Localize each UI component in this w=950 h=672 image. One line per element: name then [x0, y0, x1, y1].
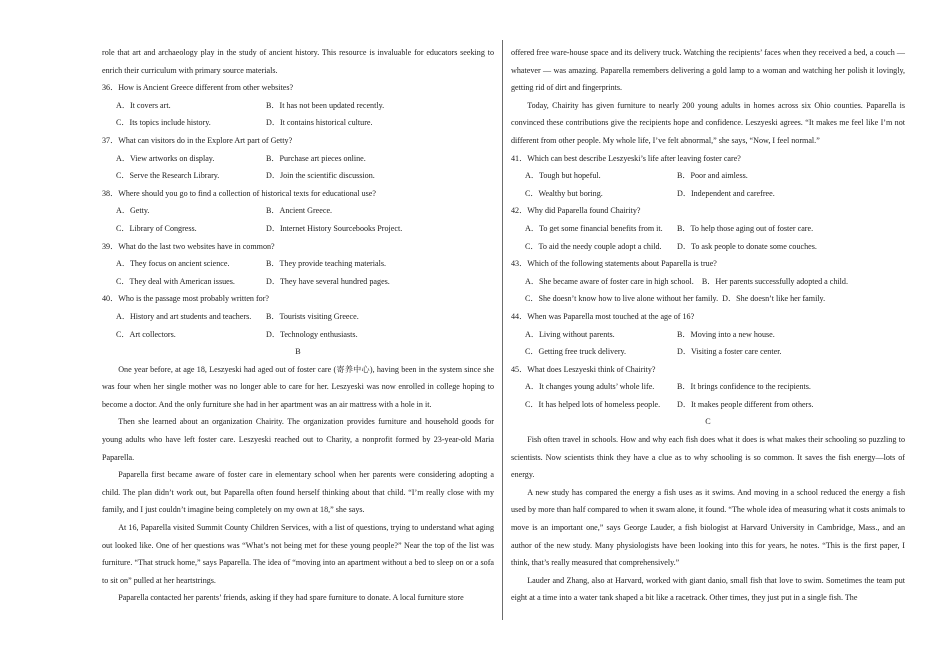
question-40-option-c: C．Art collectors. [116, 329, 176, 339]
question-44-option-c: C．Getting free truck delivery. [525, 347, 627, 357]
question-44-option-a: A．Living without parents. [525, 329, 615, 339]
question-36-option-a: A．It covers art. [116, 100, 171, 110]
question-40-option-d: D．Technology enthusiasts. [266, 329, 358, 339]
passage-b-paragraph-5: Paparella contacted her parents’ friends, asking if they had spare furniture to donate. A local furniture store [118, 593, 464, 603]
question-37-stem: 37．What can visitors do in the Explore Art part of Getty? [102, 135, 293, 145]
passage-b-paragraph-3: Paparella first became aware of foster care in elementary school when her parents were considering adopting a child. The plan didn’t work out, but Paparella often found herself thinking about that child. “I’m really close with my family, and I just couldn’t imagine being completely on my own at 18,” she says. [102, 470, 494, 515]
question-37-option-b: B．Purchase art pieces online. [266, 153, 366, 163]
question-43 [511, 255, 905, 308]
question-36 [102, 79, 494, 132]
question-44-option-b: B．Moving into a new house. [677, 329, 775, 339]
question-45-option-d: D．It makes people different from others. [677, 399, 814, 409]
question-42-option-c: C．To aid the needy couple adopt a child. [525, 241, 662, 251]
question-38 [102, 185, 494, 238]
question-39-option-c: C．They deal with American issues. [116, 276, 235, 286]
question-42-option-b: B．To help those aging out of foster care. [677, 223, 814, 233]
question-38-option-b: B．Ancient Greece. [266, 206, 333, 216]
question-42-option-a: A．To get some financial benefits from it. [525, 223, 663, 233]
question-43-option-d: D．She doesn’t like her family. [722, 294, 826, 304]
question-39-option-d: D．They have several hundred pages. [266, 276, 390, 286]
question-36-option-c: C．Its topics include history. [116, 118, 211, 128]
question-37-option-d: D．Join the scientific discussion. [266, 171, 375, 181]
right-column [511, 44, 905, 607]
question-38-stem: 38．Where should you go to find a collection of historical texts for educational use? [102, 188, 376, 198]
question-39-option-a: A．They focus on ancient science. [116, 259, 230, 269]
question-43-option-a: A．She became aware of foster care in high school. [525, 276, 694, 286]
question-41-option-d: D．Independent and carefree. [677, 188, 775, 198]
passage-c-paragraph-1: Fish often travel in schools. How and why each fish does what it does is what makes their schooling so puzzling to scientists. Now scientists think they have a clue as to why schooling is so common. It saves the fish energy—lots of energy. [511, 435, 905, 480]
question-41-option-c: C．Wealthy but boring. [525, 188, 603, 198]
question-40-option-b: B．Tourists visiting Greece. [266, 311, 359, 321]
question-45-stem: 45．What does Leszyeski think of Chairity? [511, 364, 656, 374]
section-b-heading: B [295, 347, 301, 357]
question-45-option-b: B．It brings confidence to the recipients. [677, 382, 811, 392]
question-44-stem: 44．When was Paparella most touched at the age of 16? [511, 311, 695, 321]
question-43-option-b: B．Her parents successfully adopted a child. [701, 276, 848, 286]
question-44-option-d: D．Visiting a foster care center. [677, 347, 782, 357]
column-divider [502, 40, 503, 620]
section-c-heading: C [705, 417, 711, 427]
question-45-option-c: C．It has helped lots of homeless people. [525, 399, 661, 409]
question-37 [102, 132, 494, 185]
question-38-option-a: A．Getty. [116, 206, 150, 216]
question-40-option-a: A．History and art students and teachers. [116, 311, 252, 321]
question-36-option-d: D．It contains historical culture. [266, 118, 373, 128]
question-40-stem: 40．Who is the passage most probably written for? [102, 294, 270, 304]
question-41 [511, 150, 905, 203]
question-45-option-a: A．It changes young adults’ whole life. [525, 382, 655, 392]
question-42 [511, 202, 905, 255]
question-39-option-b: B．They provide teaching materials. [266, 259, 387, 269]
question-41-stem: 41．Which can best describe Leszyeski’s life after leaving foster care? [511, 153, 741, 163]
question-41-option-a: A．Tough but hopeful. [525, 171, 601, 181]
question-40 [102, 290, 494, 343]
passage-b-paragraph-4: At 16, Paparella visited Summit County Children Services, with a list of questions, trying to understand what aging out looked like. One of her questions was “What’s not being met for these young people?” Near the top of the list was furniture. “That struck home,” says Paparella. The idea of “moving into an apartment without a bed to sleep on or a sofa to sit on” pulled at her heartstrings. [102, 523, 494, 585]
question-43-option-c: C．She doesn’t know how to live alone without her family. [525, 294, 719, 304]
passage-c-paragraph-3: Lauder and Zhang, also at Harvard, worked with giant danio, small fish that love to swim. Sometimes the team put eight at a time into a water tank shaped a bit like a racetrack. Other times, they just put in a single fish. The [511, 575, 905, 603]
passage-b-paragraph-5-continued: offered free ware-house space and its delivery truck. Watching the recipients’ faces when they received a bed, a couch — whatever — was amazing. Paparella remembers delivering a gold lamp to a woman and watching her polish it lovingly, getting rid of dirt and fingerprints. [511, 48, 905, 93]
question-43-stem: 43．Which of the following statements about Paparella is true? [511, 259, 717, 269]
question-38-option-d: D．Internet History Sourcebooks Project. [266, 223, 403, 233]
question-42-stem: 42．Why did Paparella found Chairity? [511, 206, 641, 216]
question-38-option-c: C．Library of Congress. [116, 223, 197, 233]
passage-c-paragraph-2: A new study has compared the energy a fish uses as it swims. And moving in a school reduced the energy a fish used by more than half compared to when it swam alone, it found. “The whole idea of measuring what it costs animals to move is an important one,” says George Lauder, a fish biologist at Harvard University in Cambridge, Mass., and an author of the new study. Many physiologists have been looking into this for years, he notes. “This is the first paper, I think, that’s really measured that comprehensively.” [511, 487, 905, 568]
passage-a-ending: role that art and archaeology play in the study of ancient history. This resource is invaluable for educators seeking to enrich their curriculum with primary source materials. [102, 48, 494, 75]
question-36-stem: 36．How is Ancient Greece different from other websites? [102, 83, 294, 93]
question-36-option-b: B．It has not been updated recently. [266, 100, 385, 110]
question-42-option-d: D．To ask people to donate some couches. [677, 241, 817, 251]
question-39 [102, 238, 494, 291]
passage-b-paragraph-2: Then she learned about an organization Chairity. The organization provides furniture and household goods for young adults who have left foster care. Leszyeski reached out to Charity, a nonprofit formed by 23-year-old Maria Paparella. [102, 417, 494, 462]
question-37-option-a: A．View artworks on display. [116, 153, 215, 163]
passage-b-paragraph-1: One year before, at age 18, Leszyeski had aged out of foster care (寄养中心), having been in the system since she was four when her single mother was no longer able to care for her. Leszyeski was now enrolled in college hoping to become a doctor. And the only furniture she had in her apartment was an air mattress with a hole in it. [102, 364, 494, 409]
question-41-option-b: B．Poor and aimless. [677, 171, 748, 181]
question-45 [511, 361, 905, 414]
question-39-stem: 39．What do the last two websites have in common? [102, 241, 275, 251]
left-column [102, 44, 494, 607]
question-37-option-c: C．Serve the Research Library. [116, 171, 220, 181]
question-44 [511, 308, 905, 361]
passage-b-paragraph-6: Today, Chairity has given furniture to nearly 200 young adults in homes across six Ohio counties. Paparella is convinced these contributions give the recipients hope and confidence. Leszyeski agrees. “It makes me feel like I’m not different from other people. My whole life, I’ve felt abnormal,” she says, “Now, I feel normal.” [511, 100, 905, 145]
